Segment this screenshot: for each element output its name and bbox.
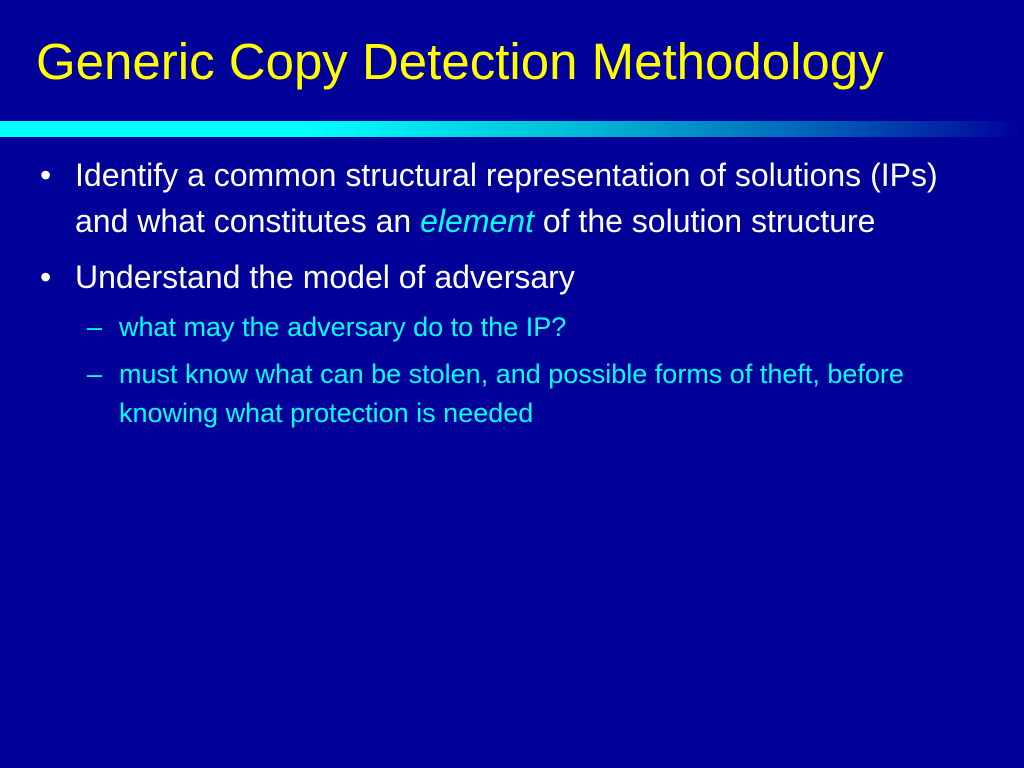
- title-divider: [0, 121, 1024, 137]
- sub-bullet-item: [75, 308, 980, 347]
- sub-bullet-item: [75, 355, 980, 433]
- bullet-list: [40, 152, 980, 443]
- emphasized-term: element: [420, 203, 534, 239]
- bullet-text: of the solution structure: [533, 203, 876, 239]
- bullet-text: Identify a common structural representation of solutions (IPs) and what constitutes an: [75, 157, 938, 239]
- bullet-marker: •: [40, 157, 52, 193]
- sub-bullet-list: [75, 308, 980, 433]
- sub-bullet-marker: –: [87, 359, 103, 389]
- slide-title: Generic Copy Detection Methodology: [36, 33, 884, 90]
- bullet-marker: •: [40, 259, 52, 295]
- sub-bullet-text: must know what can be stolen, and possible forms of theft, before knowing what protection is needed: [119, 359, 904, 428]
- bullet-item: [40, 254, 980, 433]
- sub-bullet-marker: –: [87, 312, 103, 342]
- sub-bullet-text: what may the adversary do to the IP?: [119, 312, 567, 342]
- bullet-text: Understand the model of adversary: [75, 259, 575, 295]
- bullet-item: [40, 152, 980, 244]
